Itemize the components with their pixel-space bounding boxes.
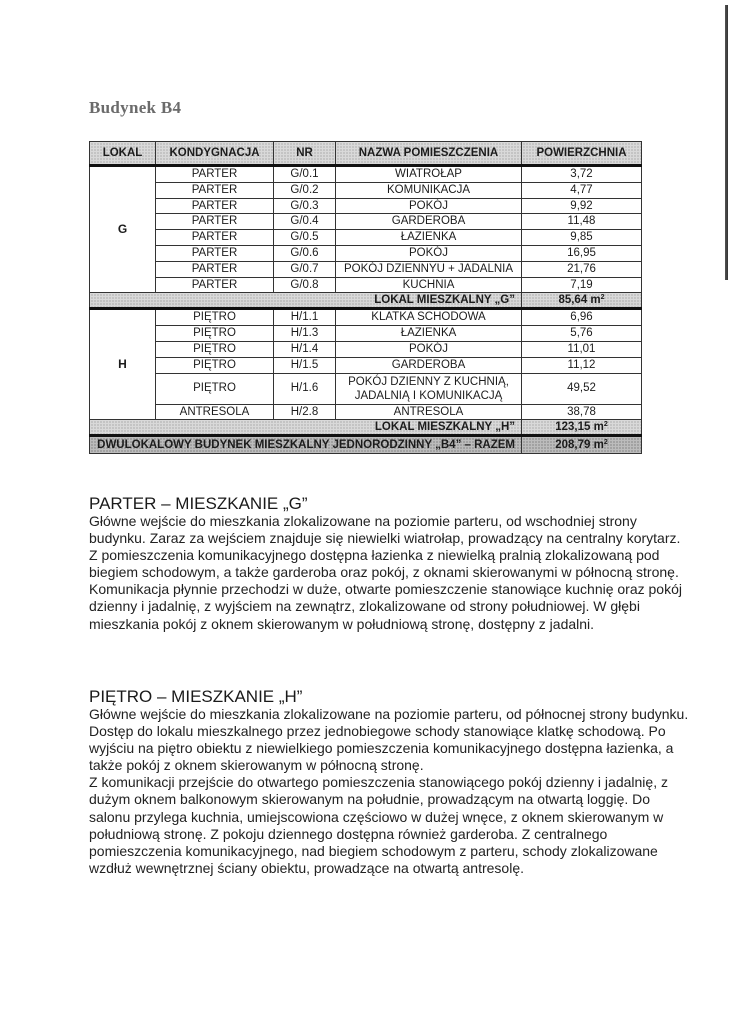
- table-row: [90, 326, 642, 342]
- section-pietro-h: [89, 687, 689, 877]
- cell-nr: G/0.6: [274, 245, 336, 261]
- cell-powierzchnia: 3,72: [522, 166, 642, 183]
- cell-kondygnacja: PIĘTRO: [156, 326, 274, 342]
- section-heading: PIĘTRO – MIESZKANIE „H”: [89, 687, 303, 706]
- cell-nazwa: WIATROŁAP: [336, 166, 522, 183]
- unit-superscript: 2: [600, 294, 605, 302]
- cell-nr: G/0.2: [274, 182, 336, 198]
- cell-kondygnacja: ANTRESOLA: [156, 404, 274, 420]
- unit-superscript: 2: [603, 421, 608, 429]
- table-header-row: [90, 142, 642, 166]
- cell-nr: G/0.5: [274, 230, 336, 246]
- cell-powierzchnia: 11,48: [522, 214, 642, 230]
- cell-nr: H/2.8: [274, 404, 336, 420]
- cell-nazwa: GARDEROBA: [336, 357, 522, 373]
- grand-total-label: DWULOKALOWY BUDYNEK MIESZKALNY JEDNORODZINNY „B4” – RAZEM: [90, 436, 522, 454]
- cell-kondygnacja: PARTER: [156, 182, 274, 198]
- unit-superscript: 2: [603, 439, 608, 447]
- cell-nazwa: KLATKA SCHODOWA: [336, 309, 522, 326]
- subtotal-value-h: [522, 420, 642, 436]
- section-paragraph: Komunikacja płynnie przechodzi w duże, otwarte pomieszczenie stanowiące kuchnię oraz pokój dzienny i jadalnię, z wyjściem na zewnątrz, zlokalizowane od strony południowej. W głębi mieszkania pokój z oknem skierowanym w południową stronę, dostępny z jadalni.: [89, 581, 682, 632]
- header-nr: NR: [274, 142, 336, 166]
- cell-nr: G/0.8: [274, 277, 336, 293]
- cell-kondygnacja: PARTER: [156, 277, 274, 293]
- cell-kondygnacja: PARTER: [156, 230, 274, 246]
- cell-nr: G/0.4: [274, 214, 336, 230]
- table-row: [90, 373, 642, 404]
- cell-powierzchnia: 5,76: [522, 326, 642, 342]
- cell-nr: H/1.4: [274, 341, 336, 357]
- lokal-g-cell: G: [90, 166, 156, 293]
- cell-kondygnacja: PARTER: [156, 198, 274, 214]
- cell-nazwa: ANTRESOLA: [336, 404, 522, 420]
- grand-total-row: [90, 436, 642, 454]
- section-parter-g: [89, 494, 689, 633]
- table-row: [90, 277, 642, 293]
- cell-nazwa: POKÓJ: [336, 341, 522, 357]
- cell-kondygnacja: PARTER: [156, 245, 274, 261]
- cell-powierzchnia: 9,92: [522, 198, 642, 214]
- cell-nr: G/0.3: [274, 198, 336, 214]
- cell-powierzchnia: 38,78: [522, 404, 642, 420]
- cell-kondygnacja: PIĘTRO: [156, 341, 274, 357]
- cell-kondygnacja: PARTER: [156, 214, 274, 230]
- cell-nr: H/1.3: [274, 326, 336, 342]
- cell-nr: H/1.1: [274, 309, 336, 326]
- subtotal-row-h: [90, 420, 642, 436]
- table-row: [90, 245, 642, 261]
- table-row: [90, 230, 642, 246]
- page-title: Budynek B4: [89, 98, 182, 117]
- header-lokal: LOKAL: [90, 142, 156, 166]
- cell-nr: H/1.6: [274, 373, 336, 404]
- subtotal-value-g-text: 85,64 m: [558, 294, 601, 307]
- cell-nazwa: POKÓJ: [336, 198, 522, 214]
- table-row: [90, 341, 642, 357]
- cell-powierzchnia: 4,77: [522, 182, 642, 198]
- table-row: [90, 357, 642, 373]
- table-row: [90, 261, 642, 277]
- scan-edge-artifact: [725, 5, 728, 280]
- cell-powierzchnia: 16,95: [522, 245, 642, 261]
- grand-total-value: [522, 436, 642, 454]
- subtotal-label-h: LOKAL MIESZKALNY „H”: [90, 420, 522, 436]
- subtotal-label-g: LOKAL MIESZKALNY „G”: [90, 293, 522, 309]
- header-kondygnacja: KONDYGNACJA: [156, 142, 274, 166]
- cell-nazwa: POKÓJ: [336, 245, 522, 261]
- cell-nazwa: POKÓJ DZIENNY Z KUCHNIĄ, JADALNIĄ I KOMUNIKACJĄ: [336, 373, 522, 404]
- subtotal-value-g: [522, 293, 642, 309]
- grand-total-value-text: 208,79 m: [555, 439, 604, 452]
- cell-nazwa: KUCHNIA: [336, 277, 522, 293]
- table-row: [90, 404, 642, 420]
- cell-nazwa: KOMUNIKACJA: [336, 182, 522, 198]
- cell-powierzchnia: 11,01: [522, 341, 642, 357]
- cell-powierzchnia: 6,96: [522, 309, 642, 326]
- table-row: [90, 309, 642, 326]
- cell-nr: G/0.1: [274, 166, 336, 183]
- table-row: [90, 198, 642, 214]
- cell-kondygnacja: PIĘTRO: [156, 357, 274, 373]
- cell-kondygnacja: PARTER: [156, 166, 274, 183]
- table-row: [90, 182, 642, 198]
- section-paragraph: Z komunikacji przejście do otwartego pomieszczenia stanowiącego pokój dzienny i jadalnię, z dużym oknem balkonowym skierowanym na południe, prowadzącym na otwartą loggię. Do salonu przylega kuchnia, umiejscowiona częściowo w dużej wnęce, z oknem skierowanym w południową stronę. Z pokoju dziennego dostępna również garderoba. Z centralnego pomieszczenia komunikacyjnego, nad biegiem schodowym z parteru, schody zlokalizowane wzdłuż wewnętrznej ściany obiektu, prowadzące na otwartą antresolę.: [89, 774, 668, 876]
- cell-nazwa: ŁAZIENKA: [336, 230, 522, 246]
- cell-nazwa: GARDEROBA: [336, 214, 522, 230]
- cell-powierzchnia: 9,85: [522, 230, 642, 246]
- cell-powierzchnia: 49,52: [522, 373, 642, 404]
- cell-kondygnacja: PARTER: [156, 261, 274, 277]
- cell-kondygnacja: PIĘTRO: [156, 373, 274, 404]
- table-row: [90, 214, 642, 230]
- lokal-h-cell: H: [90, 309, 156, 420]
- cell-nr: G/0.7: [274, 261, 336, 277]
- cell-nr: H/1.5: [274, 357, 336, 373]
- section-heading: PARTER – MIESZKANIE „G”: [89, 494, 308, 513]
- header-powierzchnia: POWIERZCHNIA: [522, 142, 642, 166]
- header-nazwa: NAZWA POMIESZCZENIA: [336, 142, 522, 166]
- cell-powierzchnia: 7,19: [522, 277, 642, 293]
- cell-kondygnacja: PIĘTRO: [156, 309, 274, 326]
- cell-powierzchnia: 21,76: [522, 261, 642, 277]
- cell-nazwa: ŁAZIENKA: [336, 326, 522, 342]
- room-area-table: [89, 141, 642, 454]
- subtotal-value-h-text: 123,15 m: [555, 421, 604, 434]
- table-row: [90, 166, 642, 183]
- subtotal-row-g: [90, 293, 642, 309]
- section-paragraph: Główne wejście do mieszkania zlokalizowane na poziomie parteru, od wschodniej strony budynku. Zaraz za wejściem znajduje się niewielki wiatrołap, prowadzący na centralny korytarz. Z pomieszczenia komunikacyjnego dostępna łazienka z niewielką pralnią zlokalizowaną pod biegiem schodowym, a także garderoba oraz pokój, z oknami skierowanymi w północną stronę.: [89, 513, 681, 581]
- cell-nazwa: POKÓJ DZIENNYU + JADALNIA: [336, 261, 522, 277]
- cell-powierzchnia: 11,12: [522, 357, 642, 373]
- section-paragraph: Główne wejście do mieszkania zlokalizowane na poziomie parteru, od północnej strony budynku. Dostęp do lokalu mieszkalnego przez jednobiegowe schody stanowiące klatkę schodową. Po wyjściu na piętro obiektu z niewielkiego pomieszczenia komunikacyjnego dostępna łazienka, a także pokój z oknem skierowanym w północną stronę.: [89, 706, 689, 774]
